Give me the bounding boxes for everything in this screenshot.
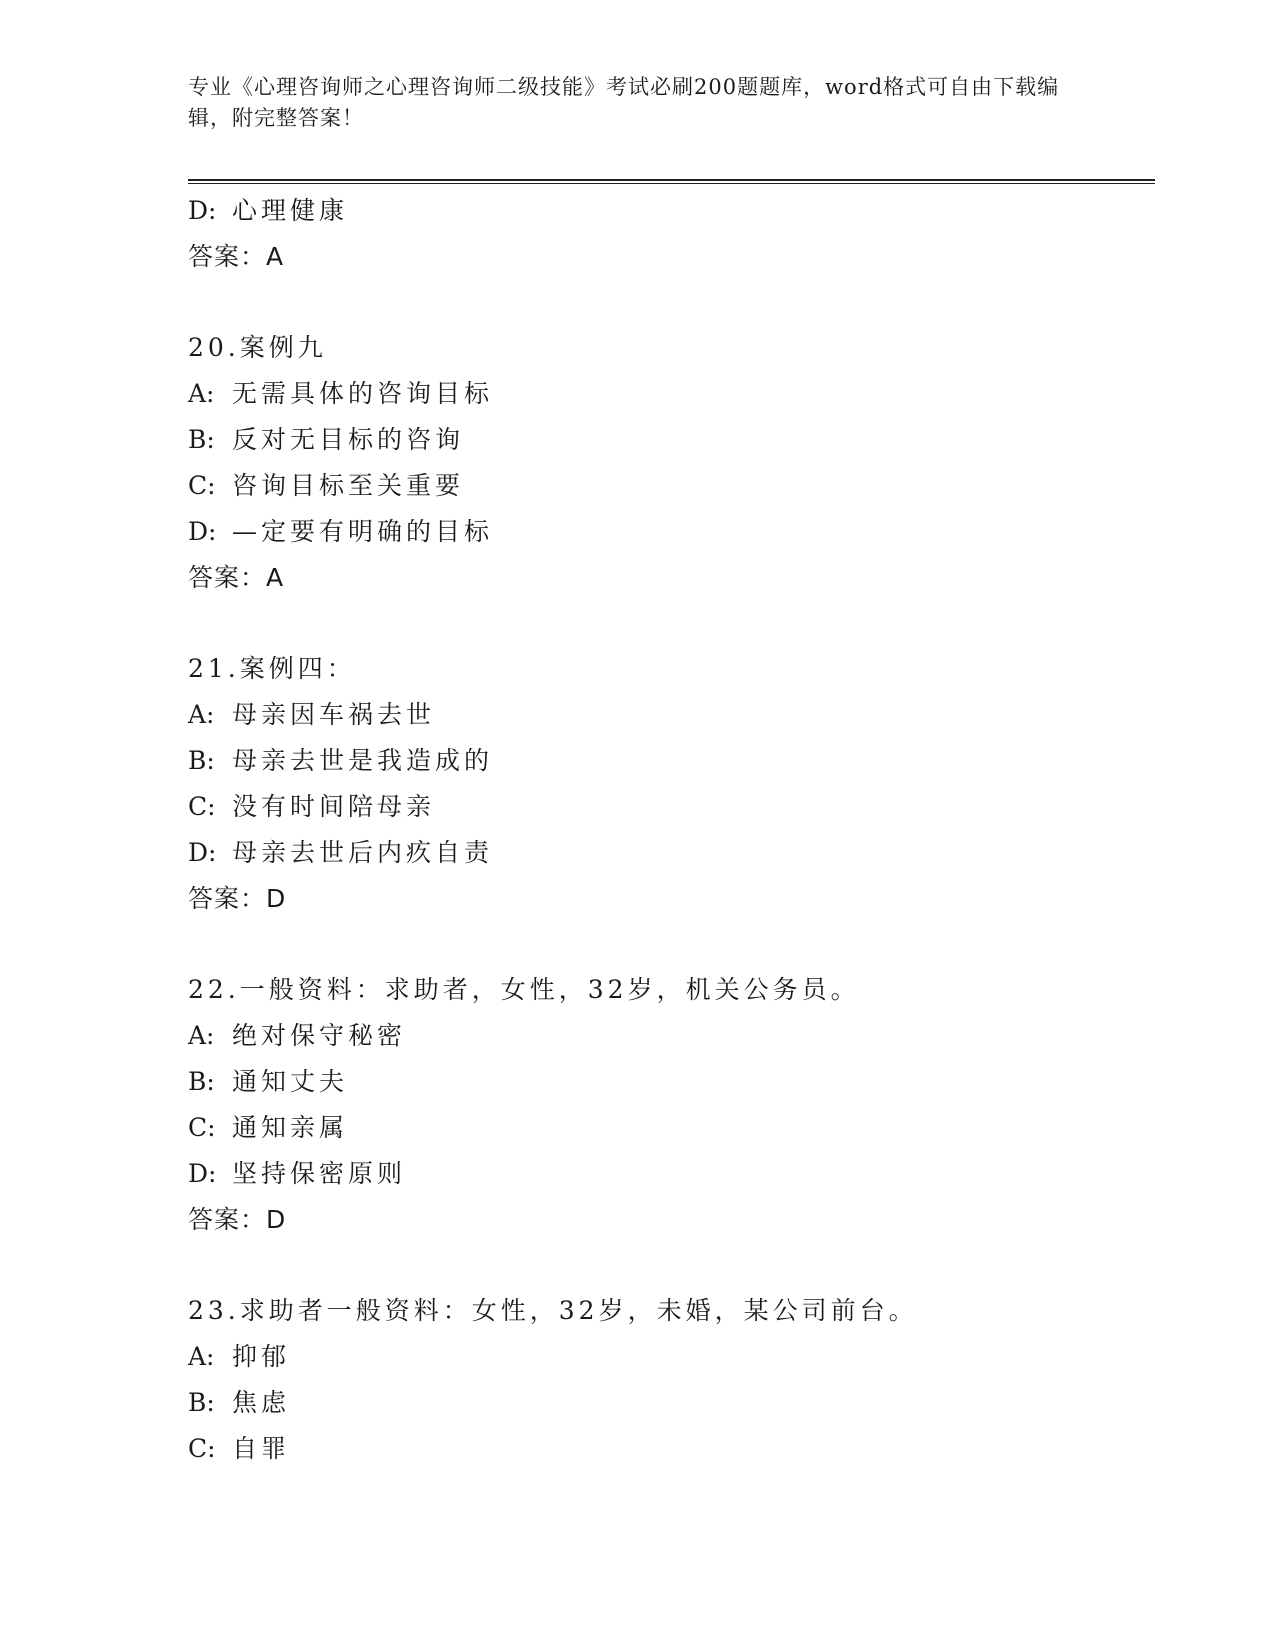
page-header-title: 专业《心理咨询师之心理咨询师二级技能》考试必刷200题题库，word格式可自由下载编辑，附完整答案！ (188, 75, 1060, 130)
option-letter: A: (188, 1021, 215, 1050)
option-letter: C: (188, 792, 216, 821)
option-letter: C: (188, 1434, 216, 1463)
option-row (188, 784, 1148, 830)
option-text: 咨询目标至关重要 (232, 471, 465, 500)
option-text: 自罪 (232, 1434, 291, 1463)
question-stem: 20.案例九 (188, 333, 327, 362)
option-text: 心理健康 (232, 196, 349, 225)
option-row (188, 417, 1148, 463)
question-stem: 23.求助者一般资料：女性，32岁，未婚，某公司前台。 (188, 1296, 918, 1325)
option-letter: D: (188, 838, 217, 867)
option-row (188, 738, 1148, 784)
option-letter: D: (188, 517, 217, 546)
option-row (188, 188, 1148, 234)
option-letter: C: (188, 471, 216, 500)
option-text: —定要有明确的目标 (232, 517, 494, 546)
answer-line: 答案：D (188, 1205, 287, 1234)
option-letter: A: (188, 1342, 215, 1371)
option-row (188, 1013, 1148, 1059)
question-stem: 21.案例四： (188, 654, 356, 683)
option-text: 母亲去世后内疚自责 (232, 838, 494, 867)
option-letter: B: (188, 746, 215, 775)
option-letter: D: (188, 1159, 217, 1188)
option-row (188, 509, 1148, 555)
question-list (188, 188, 1148, 1472)
question-stem: 22.一般资料：求助者，女性，32岁，机关公务员。 (188, 975, 860, 1004)
option-text: 没有时间陪母亲 (232, 792, 436, 821)
option-text: 反对无目标的咨询 (232, 425, 465, 454)
option-text: 焦虑 (232, 1388, 291, 1417)
option-text: 抑郁 (232, 1342, 291, 1371)
option-text: 母亲因车祸去世 (232, 700, 436, 729)
header-divider (188, 179, 1155, 184)
answer-line: 答案：A (188, 563, 285, 592)
option-text: 无需具体的咨询目标 (232, 379, 494, 408)
option-row (188, 1151, 1148, 1197)
answer-line: 答案：A (188, 242, 285, 271)
answer-line: 答案：D (188, 884, 287, 913)
option-row (188, 463, 1148, 509)
option-letter: B: (188, 1388, 215, 1417)
option-row (188, 1334, 1148, 1380)
option-row (188, 692, 1148, 738)
option-row (188, 1059, 1148, 1105)
option-text: 通知丈夫 (232, 1067, 349, 1096)
option-text: 绝对保守秘密 (232, 1021, 407, 1050)
option-row (188, 1105, 1148, 1151)
option-text: 通知亲属 (232, 1113, 349, 1142)
option-row (188, 1380, 1148, 1426)
option-letter: A: (188, 700, 215, 729)
option-letter: C: (188, 1113, 216, 1142)
option-row (188, 371, 1148, 417)
option-letter: D: (188, 196, 217, 225)
option-letter: A: (188, 379, 215, 408)
option-row (188, 1426, 1148, 1472)
option-row (188, 830, 1148, 876)
option-text: 坚持保密原则 (232, 1159, 407, 1188)
option-letter: B: (188, 425, 215, 454)
option-letter: B: (188, 1067, 215, 1096)
option-text: 母亲去世是我造成的 (232, 746, 494, 775)
